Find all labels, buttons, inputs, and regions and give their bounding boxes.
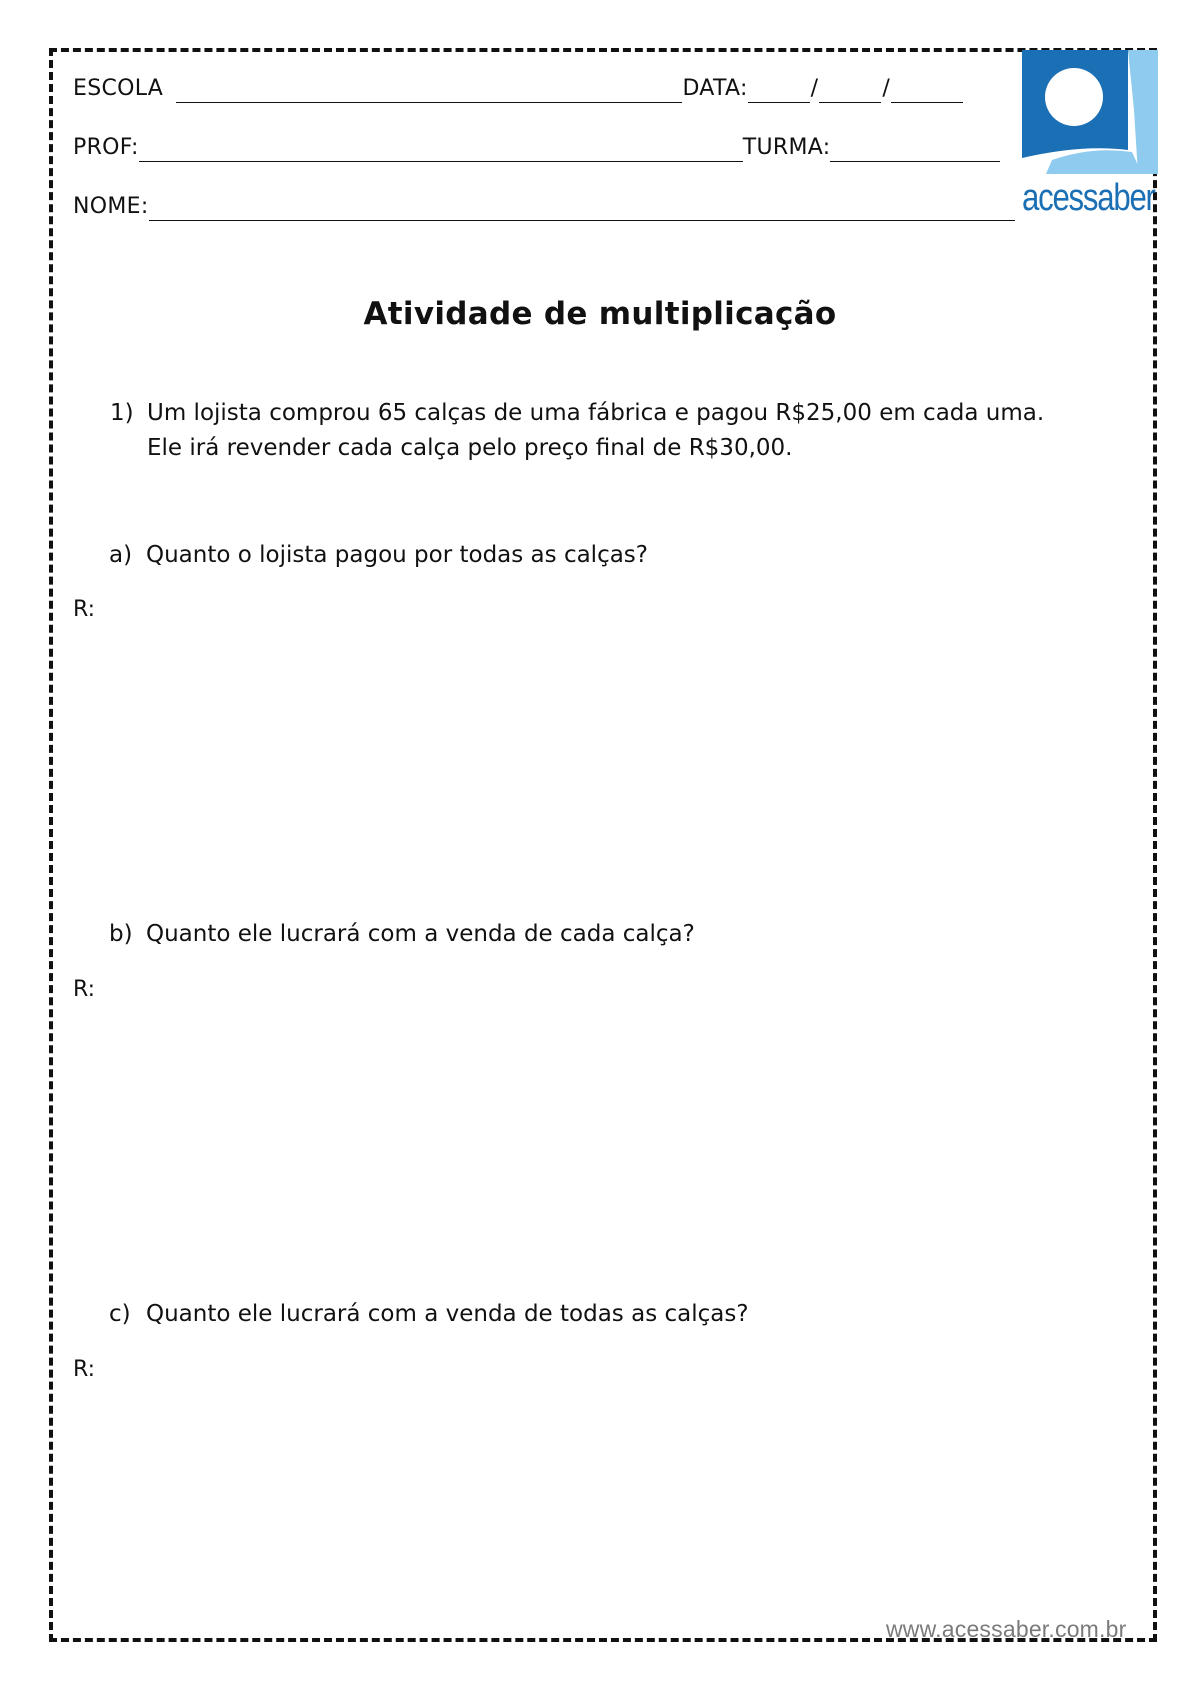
question-c — [109, 1297, 749, 1332]
nome-field[interactable] — [149, 198, 1015, 221]
question-a-letter: a) — [109, 542, 133, 568]
date-month-field[interactable] — [819, 80, 881, 103]
acessaber-logo — [1022, 50, 1158, 220]
header-row-nome — [73, 193, 1015, 221]
problem-number: 1) — [110, 400, 134, 426]
date-separator-2: / — [882, 76, 891, 101]
page-title: Atividade de multiplicação — [363, 296, 837, 332]
problem-text-2: Ele irá revender cada calça pelo preço final de R$30,00. — [147, 435, 793, 461]
date-day-field[interactable] — [748, 80, 810, 103]
answer-c-label: R: — [73, 1357, 96, 1382]
question-b-text: Quanto ele lucrará com a venda de cada calça? — [146, 921, 695, 947]
prof-label: PROF: — [73, 135, 139, 160]
question-b — [109, 917, 695, 952]
data-label: DATA: — [682, 76, 748, 101]
escola-field[interactable] — [176, 80, 682, 103]
answer-b-label: R: — [73, 977, 96, 1002]
question-a — [109, 538, 648, 573]
header-row-prof — [73, 134, 1000, 162]
header-row-escola — [73, 75, 963, 103]
question-b-letter: b) — [109, 921, 133, 947]
turma-label: TURMA: — [742, 135, 831, 160]
answer-a-label: R: — [73, 597, 96, 622]
problem-line-1 — [110, 396, 1044, 431]
acessaber-logo-text: acessaber — [1022, 177, 1155, 219]
prof-field[interactable] — [139, 139, 743, 162]
problem-line-2 — [147, 431, 792, 466]
question-c-text: Quanto ele lucrará com a venda de todas as calças? — [146, 1301, 749, 1327]
acessaber-logo-icon — [1022, 50, 1158, 178]
nome-label: NOME: — [73, 194, 149, 219]
question-c-letter: c) — [109, 1301, 131, 1327]
question-a-text: Quanto o lojista pagou por todas as calças? — [146, 542, 649, 568]
footer-url: www.acessaber.com.br — [886, 1616, 1127, 1642]
problem-text-1: Um lojista comprou 65 calças de uma fábrica e pagou R$25,00 em cada uma. — [147, 400, 1045, 426]
date-separator-1: / — [810, 76, 819, 101]
date-year-field[interactable] — [891, 80, 963, 103]
page-border — [49, 48, 1157, 1642]
escola-label: ESCOLA — [73, 76, 164, 101]
turma-field[interactable] — [830, 139, 1000, 162]
